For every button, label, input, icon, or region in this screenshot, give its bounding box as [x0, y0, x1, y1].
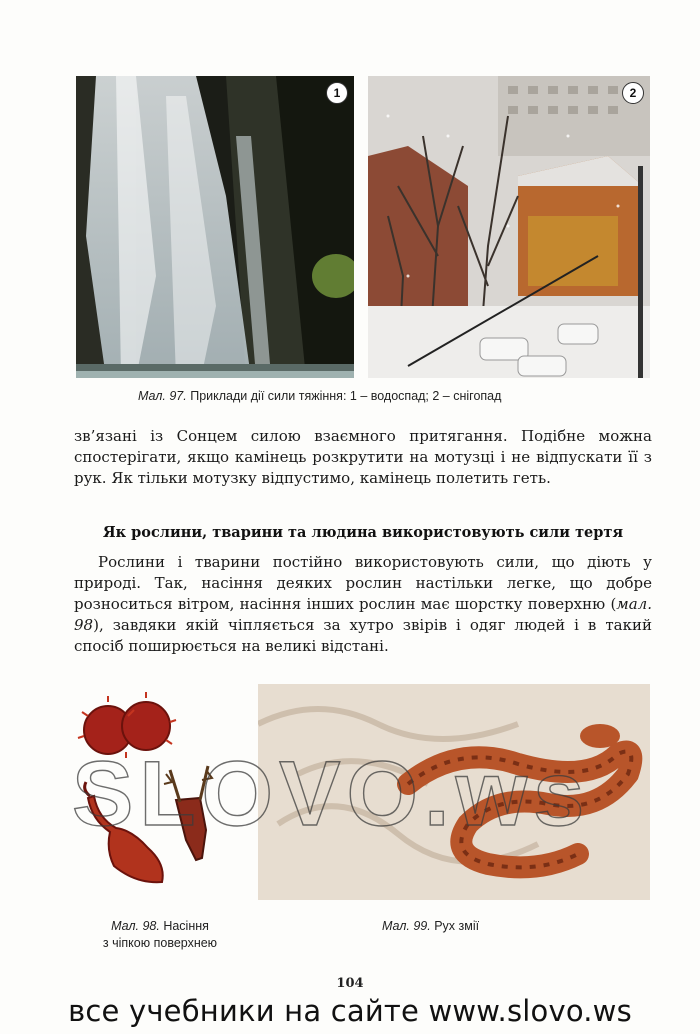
figure-97-caption [138, 388, 618, 405]
caption-line-1 [70, 918, 250, 935]
figure-number-badge: 2 [622, 82, 644, 104]
snowfall-photo [368, 76, 650, 378]
waterfall-photo [76, 76, 354, 378]
figure-number-badge: 1 [326, 82, 348, 104]
caption-label: Мал. 97. [138, 389, 187, 403]
paragraph-2-text-b: ), завдяки якій чіпляється за хутро звірів і одяг людей і в такий спосіб поширюється на великі відстані. [74, 616, 652, 655]
page-number: 104 [336, 976, 364, 991]
caption-line-2: з чіпкою поверхнею [102, 936, 218, 950]
caption-text: Приклади дії сили тяжіння: 1 – водоспад; 2 – снігопад [186, 389, 502, 403]
caption-text: Насіння [159, 919, 209, 933]
paragraph-1: зв’язані із Сонцем силою взаємного притягання. Подібне можна спостерігати, якщо камінець розкрутити на мотузці і не відпускати її з рук. Як тільки мотузку відпустимо, камінець полетить геть. [74, 427, 652, 487]
site-footer-banner: все учебники на сайте www.slovo.ws [68, 994, 632, 1028]
paragraph-2 [74, 552, 652, 657]
caption-label: Мал. 99. [382, 919, 431, 933]
caption-text: Рух змії [430, 919, 480, 933]
figure-98-caption [70, 918, 250, 952]
caption-label: Мал. 98. [111, 919, 160, 933]
site-watermark: SLOVO.ws [72, 743, 591, 845]
figure-99-caption [382, 918, 582, 935]
figure-reference: мал. 98 [74, 595, 652, 634]
section-heading: Як рослини, тварини та людина використовують сили тертя [102, 524, 624, 541]
paragraph-2-text-a: Рослини і тварини постійно використовують сили, що діють у природі. Так, насіння деяких рослин настільки легке, що добре розноситься вітром, насіння інших рослин має шорстку поверхню ( [74, 553, 652, 613]
